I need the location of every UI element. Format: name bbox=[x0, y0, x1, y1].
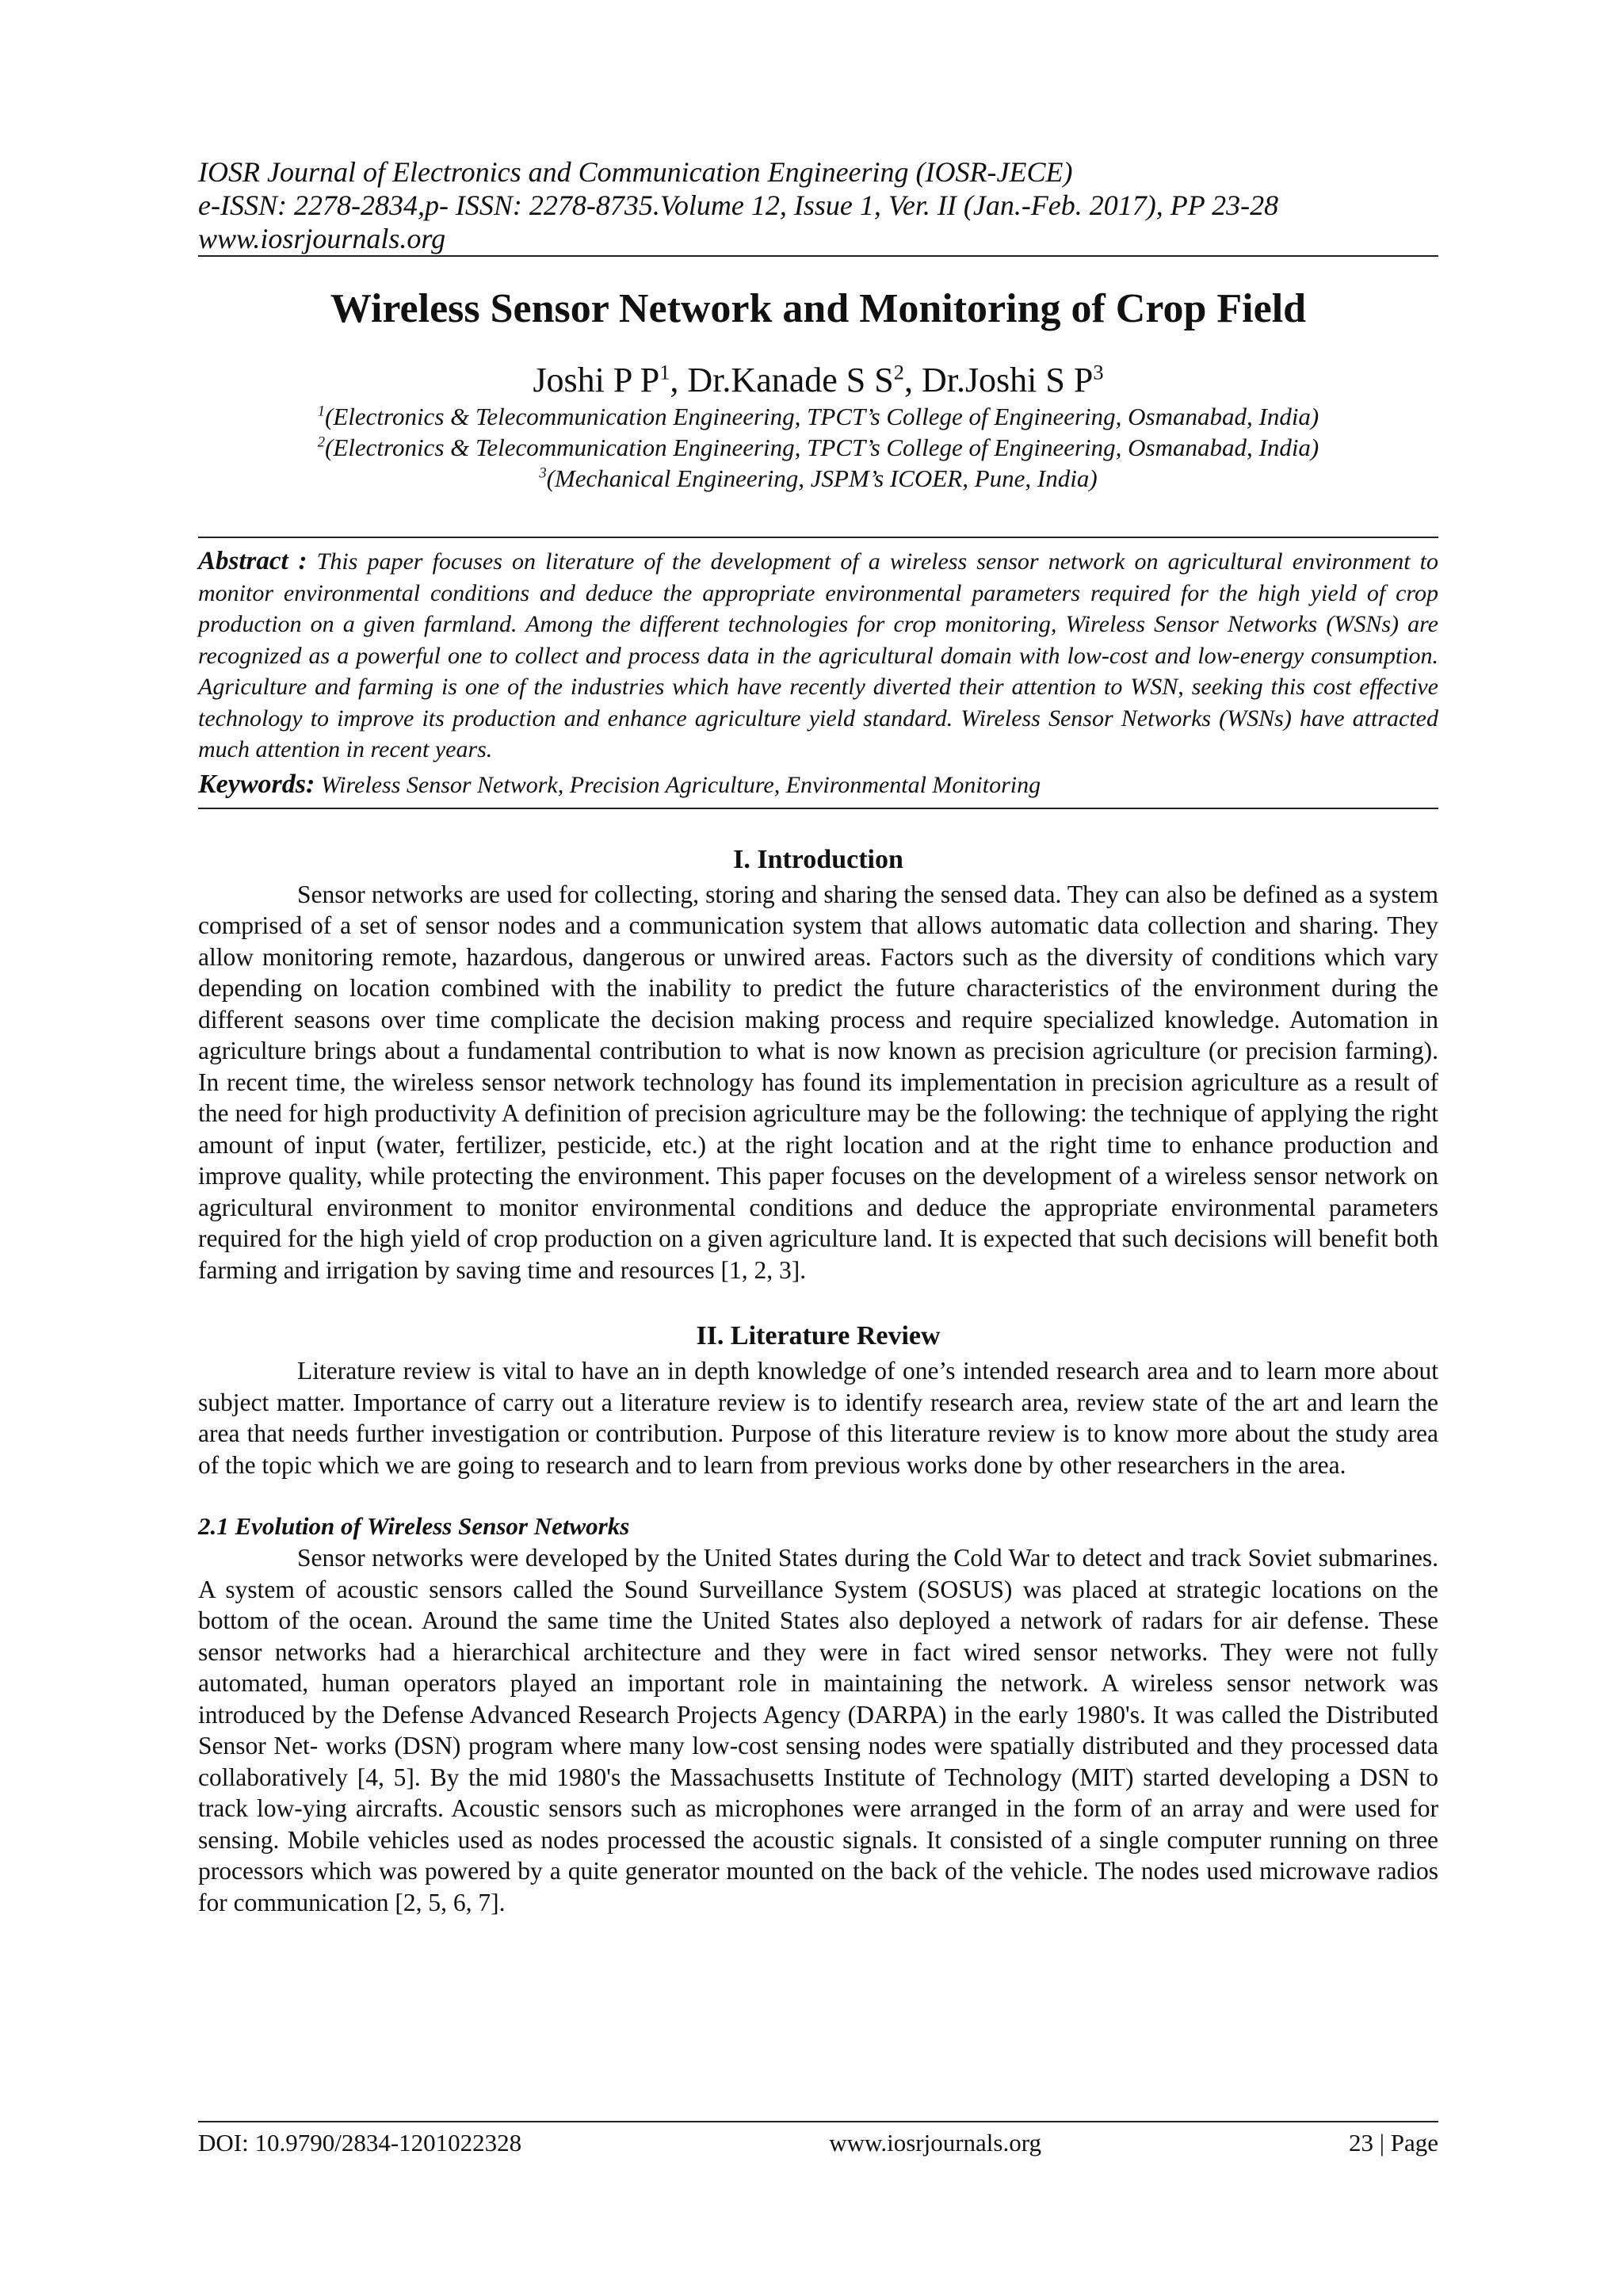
abstract bbox=[198, 546, 1438, 766]
journal-name: IOSR Journal of Electronics and Communication Engineering (IOSR-JECE) bbox=[198, 156, 1073, 188]
author-affil-mark: 2 bbox=[893, 360, 904, 384]
author-name: Dr.Kanade S S bbox=[687, 361, 894, 399]
footer-divider bbox=[198, 2121, 1438, 2122]
affiliation bbox=[198, 432, 1438, 463]
paper-page bbox=[198, 155, 1438, 1918]
introduction-paragraph: Sensor networks are used for collecting, storing and sharing the sensed data. They can also be defined as a system comprised of a set of sensor nodes and a communication system that allows automatic data collection and sharing. They allow monitoring remote, hazardous, dangerous or unwired areas. Factors such as the diversity of conditions which vary depending on location combined with the inability to predict the future characteristics of the environment during the different seasons over time complicate the decision making process and require specialized knowledge. Automation in agriculture brings about a fundamental contribution to what is now known as precision agriculture (or precision farming). In recent time, the wireless sensor network technology has found its implementation in precision agriculture as a result of the need for high productivity A definition of precision agriculture may be the following: the technique of applying the right amount of input (water, fertilizer, pesticide, etc.) at the right location and at the right time to enhance production and improve quality, while protecting the environment. This paper focuses on the development of a wireless sensor network on agricultural environment to monitor environmental conditions and deduce the appropriate environmental parameters required for the high yield of crop production on a given agriculture land. It is expected that such decisions will benefit both farming and irrigation by saving time and resources [1, 2, 3]. bbox=[198, 880, 1438, 1284]
subsection-heading-evolution: 2.1 Evolution of Wireless Sensor Networks bbox=[198, 1512, 630, 1540]
author-affil-mark: 3 bbox=[1093, 360, 1104, 384]
abstract-box bbox=[198, 537, 1438, 809]
author-separator: , bbox=[903, 361, 922, 399]
abstract-text: This paper focuses on literature of the development of a wireless sensor network on agricultural environment to monitor environmental conditions and deduce the appropriate environmental parameters required for the high yield of crop production on a given farmland. Among the different technologies for crop monitoring, Wireless Sensor Networks (WSNs) are recognized as a powerful one to collect and process data in the agricultural domain with low-cost and low-energy consumption. Agriculture and farming is one of the industries which have recently diverted their attention to WSN, seeking this cost effective technology to improve its production and enhance agriculture yield standard. Wireless Sensor Networks (WSNs) have attracted much attention in recent years. bbox=[198, 548, 1438, 762]
header-divider bbox=[198, 255, 1438, 257]
page-footer bbox=[198, 2121, 1438, 2159]
literature-review-paragraph: Literature review is vital to have an in depth knowledge of one’s intended research area and to learn more about subject matter. Importance of carry out a literature review is to identify research area, review state of the art and learn the area that needs further investigation or contribution. Purpose of this literature review is to know more about the study area of the topic which we are going to research and to learn from previous works done by other researchers in the area. bbox=[198, 1357, 1438, 1479]
author-separator: , bbox=[670, 361, 688, 399]
author-name: Dr.Joshi S P bbox=[921, 361, 1094, 399]
affiliation-text: (Electronics & Telecommunication Engineering, TPCT’s College of Engineering, Osmanabad, India) bbox=[325, 403, 1319, 430]
issn-line: e-ISSN: 2278-2834,p- ISSN: 2278-8735.Volume 12, Issue 1, Ver. II (Jan.-Feb. 2017), PP 23-28 bbox=[198, 189, 1279, 221]
footer-doi[interactable]: DOI: 10.9790/2834-1201022328 bbox=[198, 2129, 522, 2157]
affiliation-mark: 2 bbox=[317, 434, 326, 451]
journal-website[interactable]: www.iosrjournals.org bbox=[198, 223, 446, 254]
section-heading-literature-review: II. Literature Review bbox=[696, 1321, 941, 1350]
footer-page-number: 23 | Page bbox=[1349, 2129, 1438, 2157]
keywords-text: Wireless Sensor Network, Precision Agriculture, Environmental Monitoring bbox=[315, 771, 1041, 798]
author-affil-mark: 1 bbox=[659, 360, 670, 384]
affiliation-mark: 3 bbox=[539, 464, 547, 482]
affiliation-text: (Mechanical Engineering, JSPM’s ICOER, Pune, India) bbox=[546, 464, 1098, 492]
affiliation-text: (Electronics & Telecommunication Engineering, TPCT’s College of Engineering, Osmanabad, India) bbox=[325, 434, 1319, 461]
paper-title: Wireless Sensor Network and Monitoring of Crop Field bbox=[330, 286, 1307, 331]
section-heading-introduction: I. Introduction bbox=[733, 844, 903, 874]
footer-website[interactable]: www.iosrjournals.org bbox=[829, 2129, 1041, 2157]
keywords bbox=[198, 769, 1438, 801]
evolution-paragraph: Sensor networks were developed by the United States during the Cold War to detect and track Soviet submarines. A system of acoustic sensors called the Sound Surveillance System (SOSUS) was placed at strategic locations on the bottom of the ocean. Around the same time the United States also deployed a network of radars for air defense. These sensor networks had a hierarchical architecture and they were in fact wired sensor networks. They were not fully automated, human operators played an important role in maintaining the network. A wireless sensor network was introduced by the Defense Advanced Research Projects Agency (DARPA) in the early 1980's. It was called the Distributed Sensor Net- works (DSN) program where many low-cost sensing nodes were spatially distributed and they processed data collaboratively [4, 5]. By the mid 1980's the Massachusetts Institute of Technology (MIT) started developing a DSN to track low-ying aircrafts. Acoustic sensors such as microphones were arranged in the form of an array and were used for sensing. Mobile vehicles used as nodes processed the acoustic signals. It consisted of a single computer running on three processors which was powered by a quite generator mounted on the back of the vehicle. The nodes used microwave radios for communication [2, 5, 6, 7]. bbox=[198, 1544, 1438, 1916]
affiliation-mark: 1 bbox=[317, 403, 326, 420]
affiliation bbox=[198, 463, 1438, 494]
author-name: Joshi P P bbox=[533, 361, 660, 399]
author-list bbox=[198, 360, 1438, 401]
keywords-label: Keywords: bbox=[198, 769, 315, 799]
affiliation bbox=[198, 401, 1438, 432]
abstract-label: Abstract : bbox=[198, 547, 307, 575]
